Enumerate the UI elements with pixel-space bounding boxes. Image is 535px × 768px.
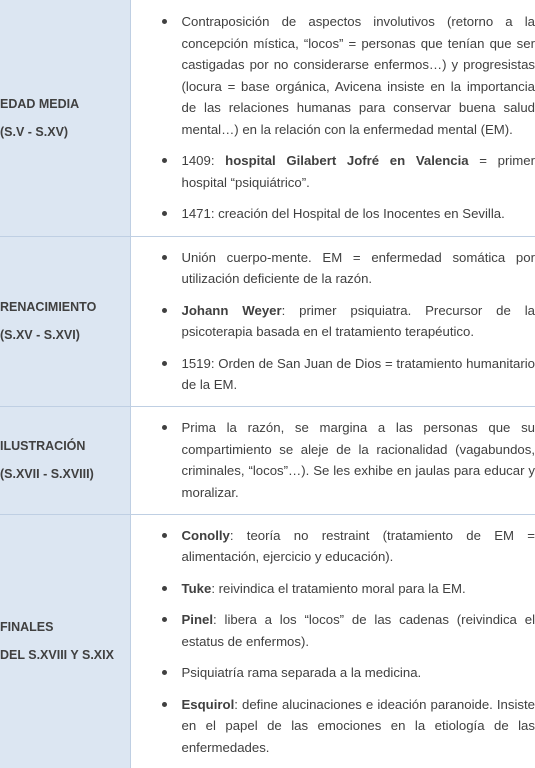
era-cell (0, 0, 130, 236)
list-item (182, 300, 535, 343)
item-bold: Tuke (181, 580, 212, 596)
bullet-list (131, 247, 535, 396)
content-cell (130, 514, 535, 768)
item-text: 1471: creación del Hospital de los Inocentes en Sevilla. (181, 206, 505, 221)
item-bold: Pinel (181, 612, 214, 627)
list-item (182, 247, 535, 290)
item-text: = primer hospital “psiquiátrico”. (181, 153, 535, 190)
content-cell (130, 236, 535, 406)
bullet-list (131, 417, 535, 503)
era-name: FINALES (0, 620, 54, 635)
era-range: DEL S.XVIII Y S.XIX (0, 648, 114, 663)
era-cell (0, 236, 130, 406)
item-prefix: 1409: (181, 153, 226, 168)
item-text: Prima la razón, se margina a las personas que su compartimiento se aleje de la racionalidad (vagabundos, criminales, “locos”…). Se les exhibe en jaulas para educar y moralizar. (181, 420, 535, 500)
era-name: RENACIMIENTO (0, 300, 97, 314)
item-text: : teoría no restraint (tratamiento de EM = alimentación, ejercicio y educación). (181, 527, 535, 564)
table-row (0, 514, 535, 768)
list-item (182, 662, 535, 684)
item-bold: Esquirol (181, 696, 235, 712)
item-text: : primer psiquiatra. Precursor de la psicoterapia basada en el tratamiento terapéutico. (181, 302, 535, 339)
item-text: Psiquiatría rama separada a la medicina. (181, 665, 422, 680)
list-item (182, 203, 535, 225)
era-range: (S.XVII - S.XVIII) (0, 467, 94, 481)
list-item (182, 150, 535, 193)
list-item (182, 525, 535, 568)
era-name: ILUSTRACIÓN (0, 439, 86, 453)
table-row (0, 406, 535, 514)
item-text: : reivindica el tratamiento moral para la EM. (211, 580, 466, 596)
era-cell (0, 406, 130, 514)
item-text: Contraposición de aspectos involutivos (retorno a la concepción mística, “locos” = personas que tenían que ser castigadas por no considerarse enfermos…) y progresistas (locura = base orgánica, Avicena insiste en la importancia de las relaciones humanas para conservar buena salud mental…) en la relación con la enfermedad mental (EM). (181, 14, 535, 137)
list-item (182, 417, 535, 503)
bullet-list (131, 11, 535, 225)
item-bold: Conolly (181, 527, 230, 543)
item-text: : libera a los “locos” de las cadenas (reivindica el estatus de enfermos). (181, 612, 535, 649)
item-bold: Johann Weyer (181, 302, 282, 318)
era-range: (S.V - S.XV) (0, 124, 69, 139)
list-item (182, 609, 535, 652)
bullet-list (131, 525, 535, 759)
era-name: EDAD MEDIA (0, 96, 80, 111)
content-cell (130, 0, 535, 236)
list-item (182, 353, 535, 396)
table-row (0, 0, 535, 236)
era-cell (0, 514, 130, 768)
table-row (0, 236, 535, 406)
list-item (182, 694, 535, 759)
item-bold: hospital Gilabert Jofré en Valencia (225, 153, 469, 168)
era-range: (S.XV - S.XVI) (0, 328, 80, 342)
item-text: Unión cuerpo-mente. EM = enfermedad somática por utilización deficiente de la razón. (181, 249, 535, 286)
content-cell (130, 406, 535, 514)
item-text: 1519: Orden de San Juan de Dios = tratamiento humanitario de la EM. (181, 355, 535, 392)
list-item (182, 578, 535, 600)
list-item (182, 11, 535, 140)
item-text: : define alucinaciones e ideación paranoide. Insiste en el papel de las emociones en la etiología de las enfermedades. (181, 696, 535, 755)
